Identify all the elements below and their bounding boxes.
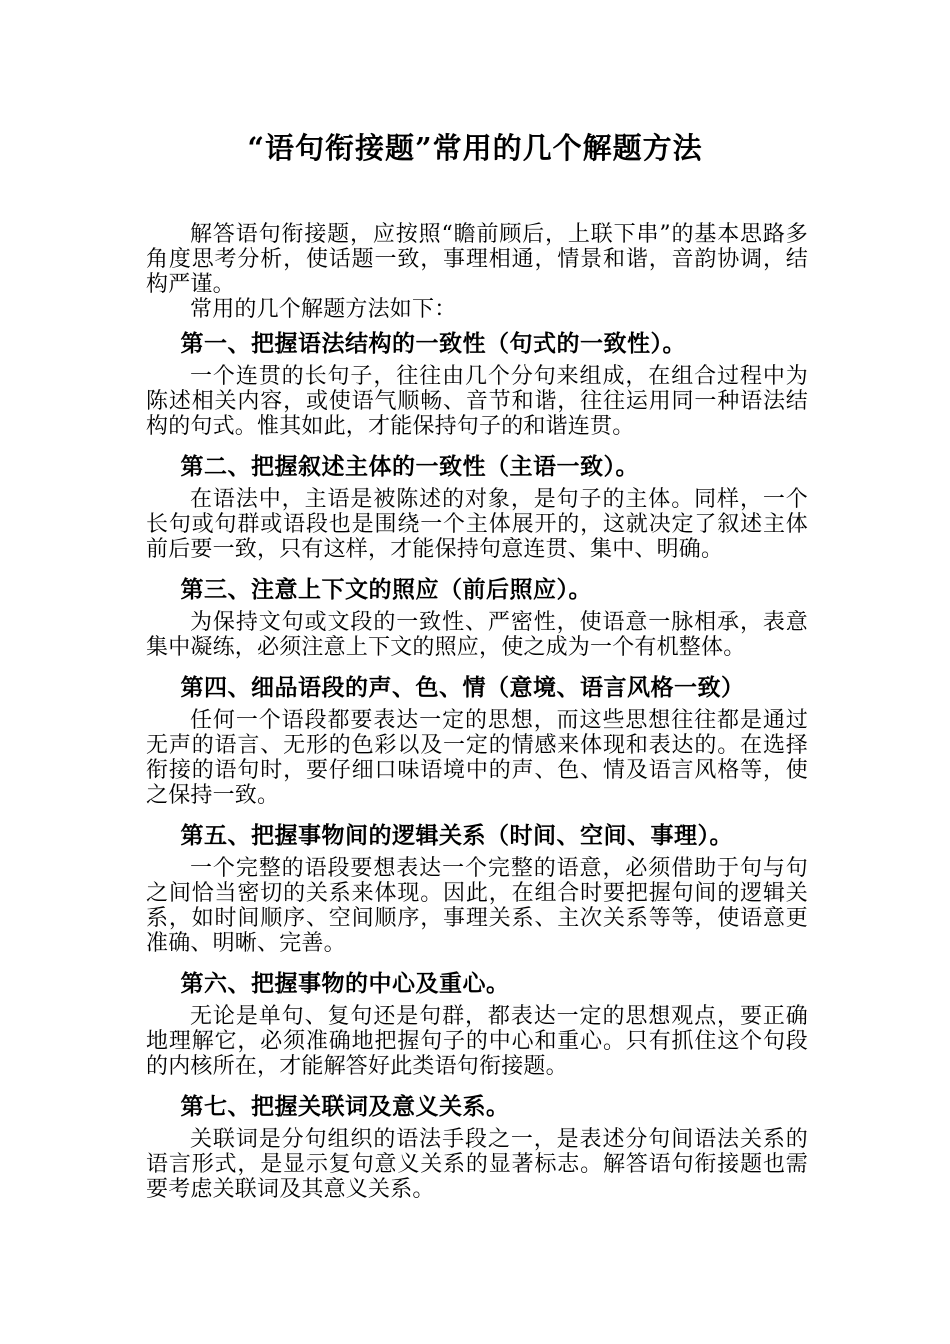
section-heading: 第四、细品语段的声、色、情（意境、语言风格一致） xyxy=(180,674,745,701)
section-paragraph: 一个连贯的长句子，往往由几个分句来组成，在组合过程中为陈述相关内容，或使语气顺畅、音节和谐，往往运用同一种语法结构的句式。惟其如此，才能保持句子的和谐连贯。 xyxy=(146,364,808,439)
section-heading: 第三、注意上下文的照应（前后照应）。 xyxy=(180,576,592,603)
section-5 xyxy=(146,814,808,956)
section-paragraph: 无论是单句、复句还是句群，都表达一定的思想观点，要正确地理解它，必须准确地把握句子的中心和重心。只有抓住这个句段的内核所在，才能解答好此类语句衔接题。 xyxy=(146,1004,808,1079)
intro-paragraph: 解答语句衔接题，应按照“瞻前顾后，上联下串”的基本思路多角度思考分析，使话题一致，事理相通，情景和谐，音韵协调，结构严谨。 xyxy=(146,222,808,297)
section-1 xyxy=(146,322,808,439)
section-3 xyxy=(146,568,808,660)
section-heading: 第六、把握事物的中心及重心。 xyxy=(180,970,510,997)
section-4 xyxy=(146,666,808,808)
section-6 xyxy=(146,962,808,1079)
section-paragraph: 在语法中，主语是被陈述的对象，是句子的主体。同样，一个长句或句群或语段也是围绕一个主体展开的，这就决定了叙述主体前后要一致，只有这样，才能保持句意连贯、集中、明确。 xyxy=(146,487,808,562)
section-heading: 第一、把握语法结构的一致性（句式的一致性）。 xyxy=(180,330,686,357)
intro-lead-in: 常用的几个解题方法如下： xyxy=(190,297,457,322)
document-body xyxy=(146,222,808,1208)
section-heading: 第五、把握事物间的逻辑关系（时间、空间、事理）。 xyxy=(180,822,733,849)
section-7 xyxy=(146,1085,808,1202)
section-heading: 第七、把握关联词及意义关系。 xyxy=(180,1093,510,1120)
section-paragraph: 关联词是分句组织的语法手段之一，是表述分句间语法关系的语言形式，是显示复句意义关系的显著标志。解答语句衔接题也需要考虑关联词及其意义关系。 xyxy=(146,1127,808,1202)
section-paragraph: 一个完整的语段要想表达一个完整的语意，必须借助于句与句之间恰当密切的关系来体现。因此，在组合时要把握句间的逻辑关系，如时间顺序、空间顺序，事理关系、主次关系等等，使语意更准确、明晰、完善。 xyxy=(146,856,808,956)
section-heading: 第二、把握叙述主体的一致性（主语一致）。 xyxy=(180,453,639,480)
section-2 xyxy=(146,445,808,562)
section-paragraph: 任何一个语段都要表达一定的思想，而这些思想往往都是通过无声的语言、无形的色彩以及一定的情感来体现和表达的。在选择衔接的语句时，要仔细口味语境中的声、色、情及语言风格等，使之保持一致。 xyxy=(146,708,808,808)
section-paragraph: 为保持文句或文段的一致性、严密性，使语意一脉相承，表意集中凝练，必须注意上下文的照应，使之成为一个有机整体。 xyxy=(146,610,808,660)
document-title: “语句衔接题”常用的几个解题方法 xyxy=(247,131,703,165)
